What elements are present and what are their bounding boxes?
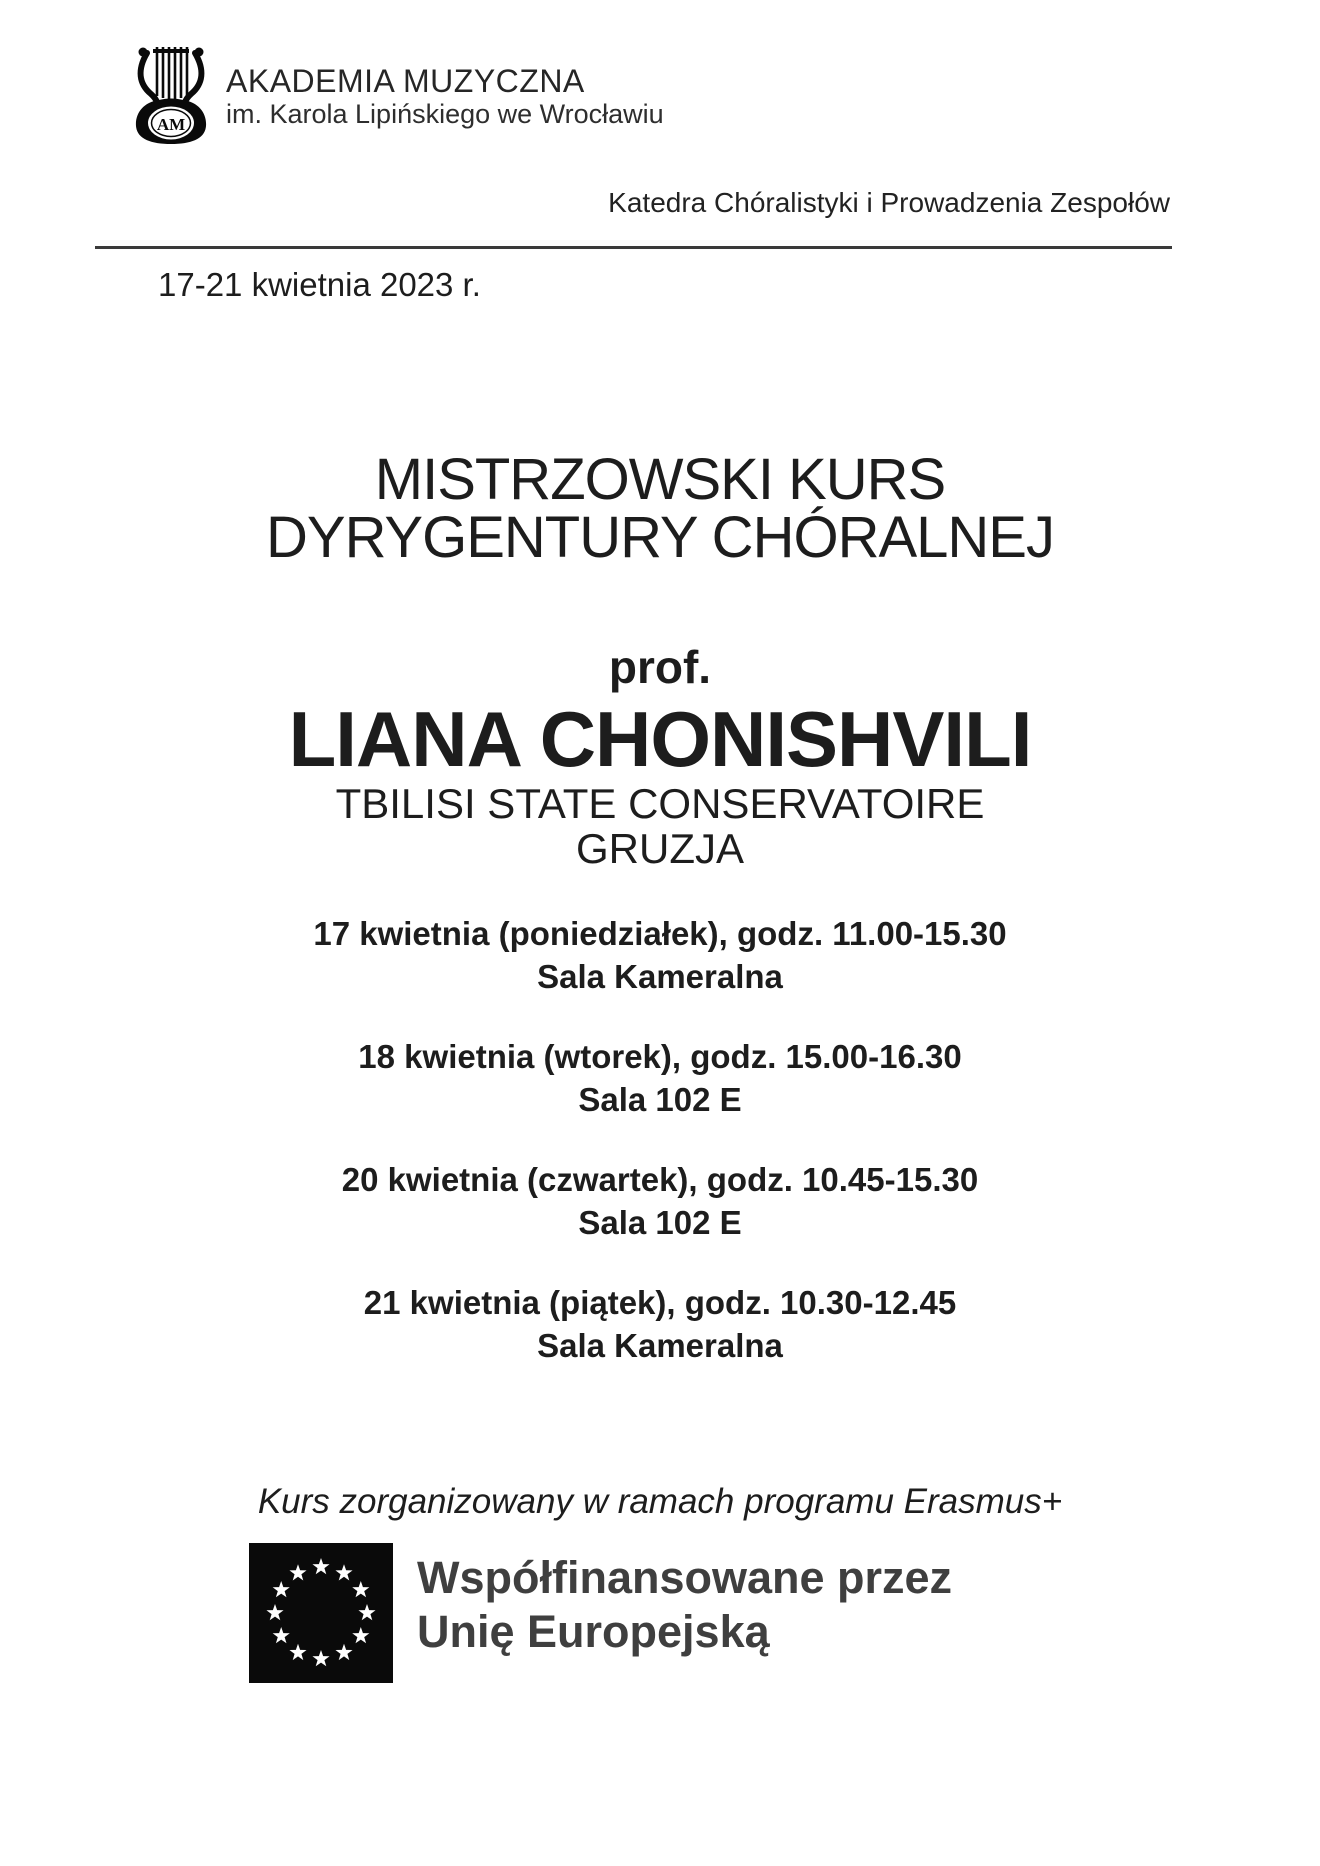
academy-name-block [226,44,664,130]
schedule-room: Sala 102 E [578,1081,742,1118]
academy-logo-block [130,44,664,144]
schedule-list [0,912,1320,1404]
schedule-room: Sala Kameralna [537,958,783,995]
professor-prefix: prof. [608,641,712,693]
eu-funding-line1: Współfinansowane przez [417,1552,953,1603]
date-range: 17-21 kwietnia 2023 r. [158,266,481,303]
schedule-item [0,1281,1320,1367]
schedule-item [0,1035,1320,1121]
institution: TBILISI STATE CONSERVATOIRE [335,780,985,827]
schedule-datetime: 20 kwietnia (czwartek), godz. 10.45-15.30 [341,1161,979,1198]
eu-flag-icon [249,1543,393,1683]
schedule-item [0,912,1320,998]
eu-funding-line2: Unię Europejską [417,1606,770,1657]
course-title-line2: DYRYGENTURY CHÓRALNEJ [266,505,1054,570]
schedule-item [0,1158,1320,1244]
department-line: Katedra Chóralistyki i Prowadzenia Zespołów [608,187,1170,218]
lyre-icon [130,44,212,144]
eu-funding-block [249,1543,952,1683]
professor-name: LIANA CHONISHVILI [288,695,1032,783]
academy-name: AKADEMIA MUZYCZNA [226,63,585,99]
schedule-datetime: 17 kwietnia (poniedziałek), godz. 11.00-15.30 [313,915,1007,952]
course-title-line1: MISTRZOWSKI KURS [374,447,946,512]
schedule-room: Sala Kameralna [537,1327,783,1364]
logo-monogram: AM [156,115,186,134]
schedule-datetime: 21 kwietnia (piątek), godz. 10.30-12.45 [363,1284,957,1321]
erasmus-note: Kurs zorganizowany w ramach programu Erasmus+ [257,1482,1063,1521]
academy-subtitle: im. Karola Lipińskiego we Wrocławiu [226,99,664,129]
eu-funding-text [417,1543,952,1659]
country: GRUZJA [576,825,744,872]
schedule-room: Sala 102 E [578,1204,742,1241]
schedule-datetime: 18 kwietnia (wtorek), godz. 15.00-16.30 [358,1038,962,1075]
header-divider [95,246,1172,249]
